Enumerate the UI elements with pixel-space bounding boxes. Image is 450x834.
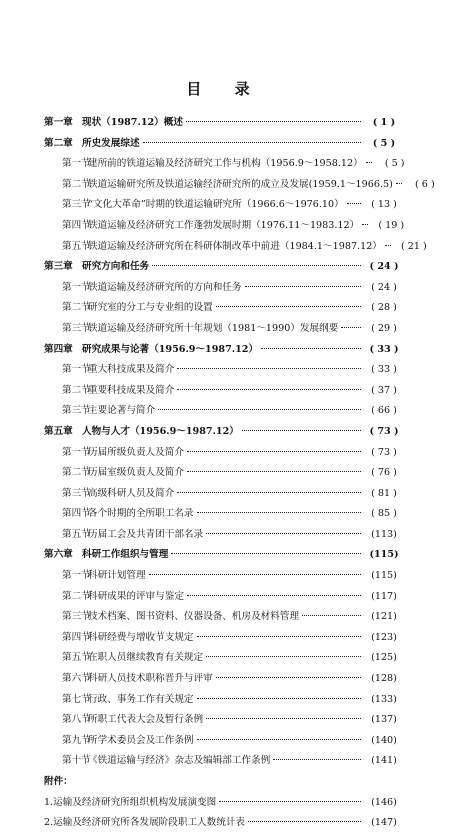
toc-entry-number: 第四节 — [62, 631, 91, 643]
toc-entry-number: 第六章 — [44, 549, 73, 561]
toc-entry-number: 第一章 — [44, 117, 73, 128]
toc-section-row — [44, 443, 404, 464]
toc-section-row — [44, 587, 404, 608]
toc-entry-line — [88, 648, 404, 669]
toc-page-number: (115) — [369, 549, 399, 561]
toc-page-number: (113) — [371, 528, 397, 540]
toc-entry-number: 第五节 — [62, 528, 91, 540]
toc-entry-line — [88, 504, 404, 525]
toc-section-row — [44, 216, 404, 237]
toc-page-number: (147) — [371, 817, 397, 829]
toc-section-row — [44, 195, 404, 216]
toc-entry-title: 建所前的铁道运输及经济研究工作与机构（1956.9～1958.12） — [88, 158, 363, 170]
toc-entry-line — [88, 278, 404, 299]
toc-entry-title: 所史发展综述 — [82, 137, 140, 149]
toc-appendix-item — [44, 793, 404, 814]
toc-entry-title: 《铁道运输与经济》杂志及编辑部工作条例 — [88, 755, 271, 767]
toc-entry-number: 第二节 — [62, 178, 91, 190]
toc-entry-title: 行政、事务工作有关规定 — [88, 693, 194, 705]
toc-entry-title: 科研人员技术职称晋升与评审 — [88, 673, 213, 685]
toc-entry-line — [88, 525, 404, 546]
toc-entry-number: 第一节 — [62, 446, 91, 458]
toc-entry-number: 第四节 — [62, 219, 91, 231]
toc-entry-number: 第三节 — [62, 487, 91, 499]
toc-entry-title: 科研经费与增收节支规定 — [88, 631, 194, 643]
toc-entry-line — [88, 463, 404, 484]
toc-section-row — [44, 504, 404, 525]
toc-entry-title: 历届室级负责人及简介 — [88, 467, 184, 479]
toc-entry-number: 第三节 — [62, 322, 91, 334]
toc-entry-line — [88, 298, 404, 319]
toc-page-number: (140) — [371, 734, 397, 746]
dot-leader — [187, 451, 361, 452]
toc-page-number: (141) — [371, 755, 397, 767]
toc-entry-line — [88, 690, 404, 711]
toc-entry-line — [44, 813, 404, 834]
toc-entry-number: 第三章 — [44, 261, 73, 273]
table-of-contents — [44, 113, 435, 834]
toc-page-number: (128) — [371, 673, 397, 685]
toc-section-row — [44, 731, 404, 752]
toc-entry-number: 第三节 — [62, 199, 91, 211]
toc-page-number: ( 81 ) — [371, 487, 397, 499]
toc-section-row — [44, 525, 404, 546]
toc-entry-line — [82, 257, 404, 278]
toc-entry-number: 第三节 — [62, 611, 91, 623]
toc-entry-line — [82, 422, 404, 443]
toc-chapter-row — [44, 545, 404, 566]
toc-section-row — [44, 381, 404, 402]
toc-section-row — [44, 648, 404, 669]
toc-page-number: ( 85 ) — [371, 508, 397, 520]
dot-leader — [396, 183, 402, 184]
toc-entry-line — [88, 175, 435, 196]
dot-leader — [347, 203, 361, 204]
toc-entry-line — [88, 566, 404, 587]
toc-entry-line — [88, 607, 404, 628]
toc-entry-title: 高级科研人员及简介 — [88, 487, 175, 499]
toc-page-number: ( 24 ) — [371, 281, 397, 293]
toc-entry-title: 人物与人才（1956.9～1987.12） — [82, 425, 239, 437]
dot-leader — [197, 512, 361, 513]
toc-appendix-heading — [44, 772, 404, 793]
toc-entry-title: 铁道运输及经济研究所十年规划（1981～1990）发展纲要 — [88, 322, 339, 334]
toc-entry-title: 各个时期的全所职工名录 — [88, 508, 194, 520]
dot-leader — [197, 739, 361, 740]
toc-entry-title: 所学术委员会及工作条例 — [88, 734, 194, 746]
toc-entry-line — [88, 195, 404, 216]
toc-section-row — [44, 175, 435, 196]
toc-appendix-item — [44, 813, 404, 834]
dot-leader — [158, 409, 361, 410]
dot-leader — [261, 348, 361, 349]
toc-entry-number: 第二章 — [44, 137, 73, 149]
toc-page-number: ( 73 ) — [369, 425, 399, 437]
toc-entry-line — [82, 113, 404, 134]
toc-entry-line — [88, 401, 404, 422]
toc-entry-number: 第五章 — [44, 425, 73, 437]
toc-entry-title: 在职人员继续教育有关规定 — [88, 652, 204, 664]
toc-page-number: (146) — [371, 796, 397, 808]
toc-entry-title: 科研工作组织与管理 — [82, 549, 169, 561]
toc-section-row — [44, 690, 404, 711]
dot-leader — [177, 368, 361, 369]
toc-entry-line — [88, 628, 404, 649]
toc-page-number: (125) — [371, 652, 397, 664]
toc-section-row — [44, 628, 404, 649]
dot-leader — [242, 430, 361, 431]
toc-entry-line — [88, 751, 404, 772]
toc-entry-line — [88, 587, 404, 608]
toc-entry-number: 第四节 — [62, 508, 91, 520]
toc-page-number: ( 66 ) — [371, 405, 397, 417]
toc-page-number: ( 21 ) — [401, 240, 427, 252]
toc-chapter-row — [44, 113, 404, 134]
toc-entry-line — [88, 381, 404, 402]
toc-chapter-row — [44, 134, 404, 155]
dot-leader — [149, 574, 361, 575]
toc-entry-line — [88, 216, 404, 237]
toc-page-number: ( 29 ) — [371, 322, 397, 334]
toc-entry-number: 第七节 — [62, 693, 91, 705]
toc-page-number: ( 5 ) — [372, 137, 396, 149]
dot-leader — [206, 656, 361, 657]
dot-leader — [187, 595, 361, 596]
toc-entry-title: 铁道运输及经济研究所在科研体制改革中前进（1984.1～1987.12） — [88, 240, 382, 252]
toc-section-row — [44, 278, 404, 299]
toc-entry-number: 第一节 — [62, 364, 91, 376]
toc-section-row — [44, 669, 404, 690]
toc-section-row — [44, 360, 404, 381]
toc-section-row — [44, 484, 404, 505]
page-title: 目 录 — [186, 80, 264, 98]
toc-page-number: (133) — [371, 693, 397, 705]
toc-entry-number: 第二节 — [62, 467, 91, 479]
toc-entry-number: 第五节 — [62, 240, 91, 252]
toc-section-row — [44, 298, 404, 319]
toc-entry-number: 第五节 — [62, 652, 91, 664]
toc-chapter-row — [44, 422, 404, 443]
dot-leader — [366, 162, 372, 163]
toc-entry-title: 主要论著与简介 — [88, 405, 156, 417]
toc-entry-title: 科研计划管理 — [88, 570, 146, 582]
dot-leader — [248, 821, 361, 822]
toc-entry-title: 2.运输及经济研究所各发展阶段职工人数统计表 — [44, 817, 246, 829]
dot-leader — [197, 698, 361, 699]
toc-entry-title: 重大科技成果及简介 — [88, 364, 175, 376]
toc-entry-line — [88, 319, 404, 340]
toc-page-number: ( 19 ) — [378, 219, 405, 231]
toc-entry-line — [88, 669, 404, 690]
toc-section-row — [44, 710, 404, 731]
toc-entry-title: 铁道运输研究所及铁道运输经济研究所的成立及发展(1959.1～1966.5) — [88, 178, 393, 190]
dot-leader — [186, 121, 361, 122]
toc-section-row — [44, 566, 404, 587]
toc-page-number: ( 28 ) — [371, 302, 397, 314]
toc-section-row — [44, 319, 404, 340]
toc-entry-line — [88, 360, 404, 381]
toc-section-row — [44, 237, 427, 258]
dot-leader — [216, 677, 361, 678]
dot-leader — [197, 636, 361, 637]
toc-chapter-row — [44, 340, 404, 361]
toc-entry-number: 第八节 — [62, 714, 91, 726]
dot-leader — [171, 553, 361, 554]
dot-leader — [273, 759, 361, 760]
toc-entry-line — [88, 154, 404, 175]
toc-entry-title: 科研成果的评审与鉴定 — [88, 590, 184, 602]
toc-entry-number: 第一节 — [62, 158, 91, 170]
dot-leader — [216, 306, 361, 307]
toc-page-number: (117) — [371, 590, 397, 602]
dot-leader — [245, 286, 362, 287]
toc-entry-number: 第四章 — [44, 343, 73, 355]
toc-entry-title: 研究成果与论著（1956.9～1987.12） — [82, 343, 259, 355]
toc-entry-title: 研究方向和任务 — [82, 261, 150, 273]
toc-entry-line — [44, 772, 404, 793]
toc-entry-number: 第三节 — [62, 405, 91, 417]
dot-leader — [143, 142, 361, 143]
toc-entry-title: 技术档案、图书资料、仪器设备、机房及材料管理 — [88, 611, 300, 623]
toc-entry-title: 历届所级负责人及简介 — [88, 446, 184, 458]
dot-leader — [385, 245, 391, 246]
toc-page-number: ( 13 ) — [371, 199, 397, 211]
toc-entry-title: “文化大革命”时期的铁道运输研究所（1966.6～1976.10） — [88, 199, 344, 211]
dot-leader — [152, 265, 361, 266]
toc-page-number: ( 73 ) — [371, 446, 397, 458]
toc-page-number: (137) — [371, 714, 397, 726]
toc-entry-title: 历届工会及共青团干部名录 — [88, 528, 204, 540]
toc-entry-number: 第九节 — [62, 734, 91, 746]
toc-entry-line — [88, 484, 404, 505]
toc-page-number: ( 5 ) — [384, 158, 405, 170]
toc-entry-line — [88, 731, 404, 752]
toc-entry-line — [82, 134, 404, 155]
toc-page-number: ( 24 ) — [369, 261, 399, 273]
toc-page-number: (121) — [371, 611, 397, 623]
dot-leader — [341, 327, 361, 328]
toc-entry-line — [88, 443, 404, 464]
toc-entry-number: 第二节 — [62, 384, 91, 396]
toc-chapter-row — [44, 257, 404, 278]
toc-entry-number: 第六节 — [62, 673, 91, 685]
toc-entry-line — [44, 793, 404, 814]
dot-leader — [302, 615, 361, 616]
toc-entry-line — [82, 340, 404, 361]
toc-entry-number: 第二节 — [62, 590, 91, 602]
dot-leader — [187, 471, 361, 472]
toc-entry-title: 附件： — [44, 776, 73, 787]
toc-page-number: ( 6 ) — [415, 178, 435, 190]
dot-leader — [177, 389, 361, 390]
toc-page-number: ( 1 ) — [372, 117, 396, 128]
toc-entry-title: 现状（1987.12）概述 — [82, 117, 183, 128]
toc-entry-title: 1.运输及经济研究所组织机构发展演变图 — [44, 796, 217, 808]
toc-entry-title: 所职工代表大会及暂行条例 — [88, 714, 204, 726]
toc-entry-number: 第二节 — [62, 302, 91, 314]
toc-section-row — [44, 751, 404, 772]
toc-entry-line — [88, 710, 404, 731]
toc-page-number: ( 37 ) — [371, 384, 397, 396]
dot-leader — [206, 533, 361, 534]
toc-entry-title: 研究室的分工与专业组的设置 — [88, 302, 213, 314]
toc-section-row — [44, 463, 404, 484]
toc-section-row — [44, 154, 404, 175]
toc-entry-line — [88, 237, 427, 258]
toc-entry-number: 第一节 — [62, 281, 91, 293]
toc-entry-title: 铁道运输及经济研究工作蓬勃发展时期（1976.11～1983.12） — [88, 219, 360, 231]
dot-leader — [206, 718, 361, 719]
toc-entry-number: 第一节 — [62, 570, 91, 582]
toc-entry-title: 重要科技成果及简介 — [88, 384, 175, 396]
toc-page-number: ( 76 ) — [371, 467, 397, 479]
dot-leader — [362, 224, 368, 225]
dot-leader — [177, 492, 361, 493]
toc-entry-line — [82, 545, 404, 566]
toc-entry-number: 第十节 — [62, 755, 91, 767]
toc-section-row — [44, 401, 404, 422]
toc-section-row — [44, 607, 404, 628]
dot-leader — [219, 801, 361, 802]
toc-page-number: (115) — [371, 570, 397, 582]
toc-entry-title: 铁道运输及经济研究所的方向和任务 — [88, 281, 242, 293]
toc-page-number: ( 33 ) — [369, 343, 399, 355]
toc-page-number: ( 33 ) — [371, 364, 397, 376]
toc-page-number: (123) — [371, 631, 397, 643]
